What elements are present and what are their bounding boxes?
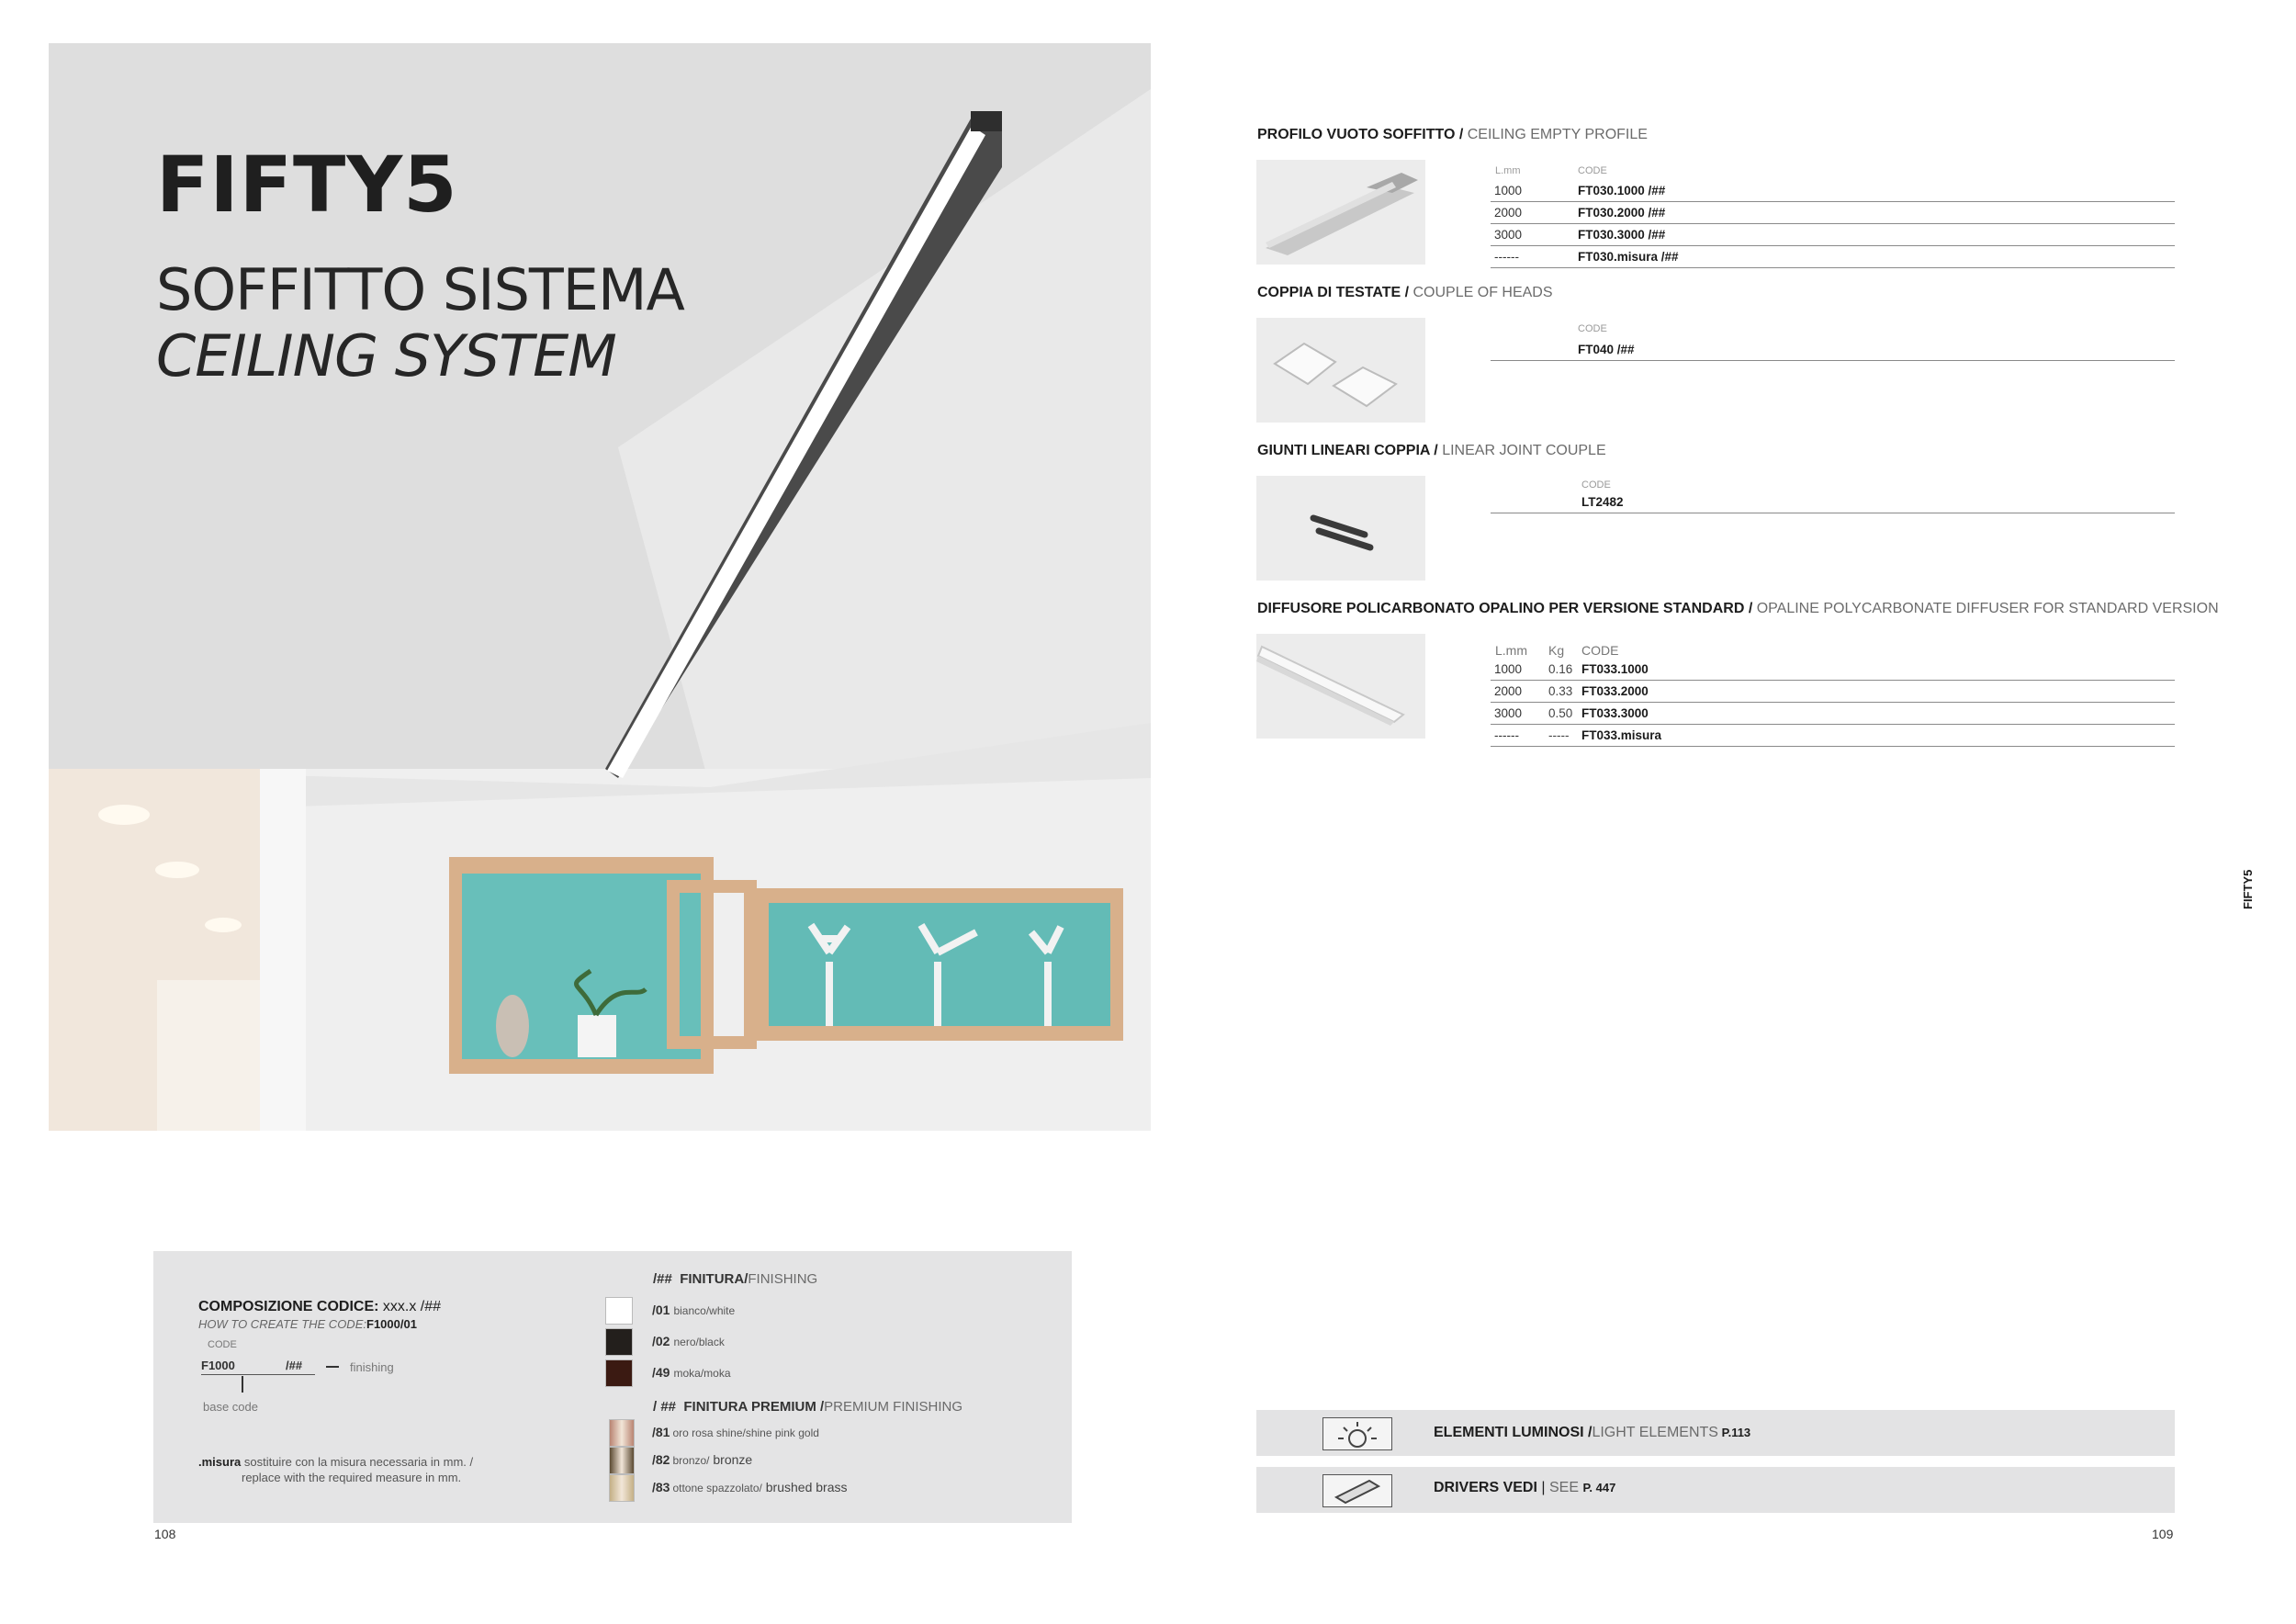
product-subtitle-english: CEILING SYSTEM [156,322,616,389]
col-code: CODE [1578,165,1607,176]
section-title-giunti [1257,443,1606,459]
premium-title [653,1399,962,1415]
separator: | [1541,1480,1549,1495]
premium-swatch [609,1447,635,1474]
finish-code: /01 [652,1303,670,1317]
col-kg: Kg [1548,643,1565,658]
table-row [1491,682,2175,703]
title-en: CEILING EMPTY PROFILE [1467,127,1648,142]
misura-note [198,1455,473,1469]
heads-thumbnail [1256,318,1425,423]
code-base-value: F1000 [201,1359,235,1372]
col-code: CODE [1581,643,1619,658]
prem-it: FINITURA PREMIUM / [683,1399,825,1415]
lmm-value: ------ [1494,728,1519,742]
section-title-testate [1257,285,1553,301]
heading-value: xxx.x /## [378,1299,442,1314]
finish-name: nero/black [673,1336,725,1348]
kg-value: 0.33 [1548,684,1573,698]
page-ref: P.113 [1717,1426,1751,1439]
finish-swatch [605,1297,633,1325]
finish-label [652,1365,731,1380]
table-row [1491,247,2175,268]
title-it: PROFILO VUOTO SOFFITTO / [1257,127,1468,142]
finish-label [652,1303,735,1317]
table-row [1491,660,2175,681]
title-en: LINEAR JOINT COUPLE [1442,443,1606,458]
code-value: FT030.misura /## [1578,250,1679,264]
fin-code: /## [653,1271,672,1287]
col-code: CODE [1581,479,1611,491]
label-en: SEE [1548,1480,1583,1495]
code-value: FT033.2000 [1581,684,1649,698]
code-example [201,1359,315,1375]
finishing-label: finishing [350,1360,394,1374]
diffuser-image [1256,634,1425,739]
joint-thumbnail [1256,476,1425,581]
table-row [1491,704,2175,725]
label-it: ELEMENTI LUMINOSI / [1434,1425,1593,1440]
howto-value: F1000/01 [366,1317,417,1331]
premium-name-en: bronze [709,1452,753,1467]
light-elements-label [1434,1425,1750,1441]
fin-it: FINITURA/ [680,1271,748,1287]
premium-label [652,1480,847,1494]
finish-swatch [605,1328,633,1356]
kg-value: 0.16 [1548,662,1573,676]
title-it: DIFFUSORE POLICARBONATO OPALINO PER VERSIONE STANDARD / [1257,601,1757,616]
finish-code: /49 [652,1365,670,1380]
bulb-glyph [1323,1418,1391,1449]
lmm-value: 1000 [1494,662,1523,676]
premium-label [652,1425,819,1439]
light-elements-bar[interactable] [1256,1410,2175,1456]
finishing-title [653,1271,817,1287]
code-value: LT2482 [1581,495,1624,509]
code-suffix: /## [286,1359,303,1372]
code-composition-box [153,1251,1072,1523]
diffuser-thumbnail [1256,634,1425,739]
profile-thumbnail [1256,160,1425,265]
base-marker [242,1376,243,1393]
fin-en: FINISHING [748,1271,818,1287]
drivers-bar[interactable] [1256,1467,2175,1513]
lmm-value: 2000 [1494,206,1523,220]
joint-image [1256,476,1425,581]
code-value: FT033.misura [1581,728,1662,742]
col-lmm: L.mm [1495,643,1527,658]
dash-divider [326,1366,339,1368]
finish-code: /02 [652,1334,670,1348]
premium-name: ottone spazzolato/ [672,1482,762,1494]
col-code: CODE [1578,323,1607,334]
table-row [1491,492,2175,513]
code-value: FT030.1000 /## [1578,184,1666,197]
driver-icon [1322,1474,1392,1507]
premium-code: /81 [652,1425,670,1439]
table-row [1491,225,2175,246]
table-row [1491,203,2175,224]
hero-photo [49,43,1151,1131]
misura-en: replace with the required measure in mm. [242,1471,462,1484]
premium-name-en: brushed brass [761,1480,848,1494]
section-title-profilo [1257,127,1648,143]
page-number-right: 109 [2152,1527,2174,1541]
howto-label: HOW TO CREATE THE CODE: [198,1317,366,1331]
title-it: GIUNTI LINEARI COPPIA / [1257,443,1443,458]
heads-image [1256,318,1425,423]
kg-value: 0.50 [1548,706,1573,720]
premium-name: bronzo/ [672,1454,710,1467]
finish-label [652,1334,725,1348]
label-it: DRIVERS VEDI [1434,1480,1542,1495]
product-title: FIFTY5 [156,140,458,230]
page-ref: P. 447 [1582,1481,1616,1494]
label-en: LIGHT ELEMENTS [1592,1425,1718,1440]
title-en: COUPLE OF HEADS [1412,285,1553,300]
lmm-value: ------ [1494,250,1519,264]
drivers-label [1434,1480,1615,1496]
code-value: FT033.1000 [1581,662,1649,676]
code-heading [198,1299,441,1315]
table-row [1491,340,2175,361]
finish-name: bianco/white [673,1304,736,1317]
kg-value: ----- [1548,728,1570,742]
driver-glyph [1323,1475,1391,1506]
product-subtitle-italian: SOFFITTO SISTEMA [156,256,684,323]
premium-code: /83 [652,1480,670,1494]
premium-swatch [609,1474,635,1502]
base-code-label: base code [203,1400,258,1414]
heading-label: COMPOSIZIONE CODICE: [198,1299,379,1314]
prem-en: PREMIUM FINISHING [824,1399,962,1415]
code-value: FT033.3000 [1581,706,1649,720]
premium-swatch [609,1419,635,1447]
finish-swatch [605,1359,633,1387]
lmm-value: 2000 [1494,684,1523,698]
light-element-icon [1322,1417,1392,1450]
misura-key: .misura [198,1455,242,1469]
premium-code: /82 [652,1452,670,1467]
code-value: FT030.3000 /## [1578,228,1666,242]
lmm-value: 1000 [1494,184,1523,197]
page-number-left: 108 [154,1527,176,1541]
section-title-diffusore [1257,601,2219,617]
misura-it: sostituire con la misura necessaria in mm. / [241,1455,474,1469]
prem-code: / ## [653,1399,677,1415]
col-lmm: L.mm [1495,165,1521,176]
premium-label [652,1452,752,1467]
lmm-value: 3000 [1494,228,1523,242]
code-label: CODE [208,1339,237,1350]
code-value: FT040 /## [1578,343,1635,356]
title-en: OPALINE POLYCARBONATE DIFFUSER FOR STANDARD VERSION [1756,601,2219,616]
code-value: FT030.2000 /## [1578,206,1666,220]
premium-name: oro rosa shine/shine pink gold [672,1427,819,1439]
profile-image [1256,160,1425,265]
finish-name: moka/moka [673,1367,731,1380]
table-row [1491,181,2175,202]
title-it: COPPIA DI TESTATE / [1257,285,1413,300]
side-label: FIFTY5 [2241,869,2255,909]
lmm-value: 3000 [1494,706,1523,720]
table-row [1491,726,2175,747]
